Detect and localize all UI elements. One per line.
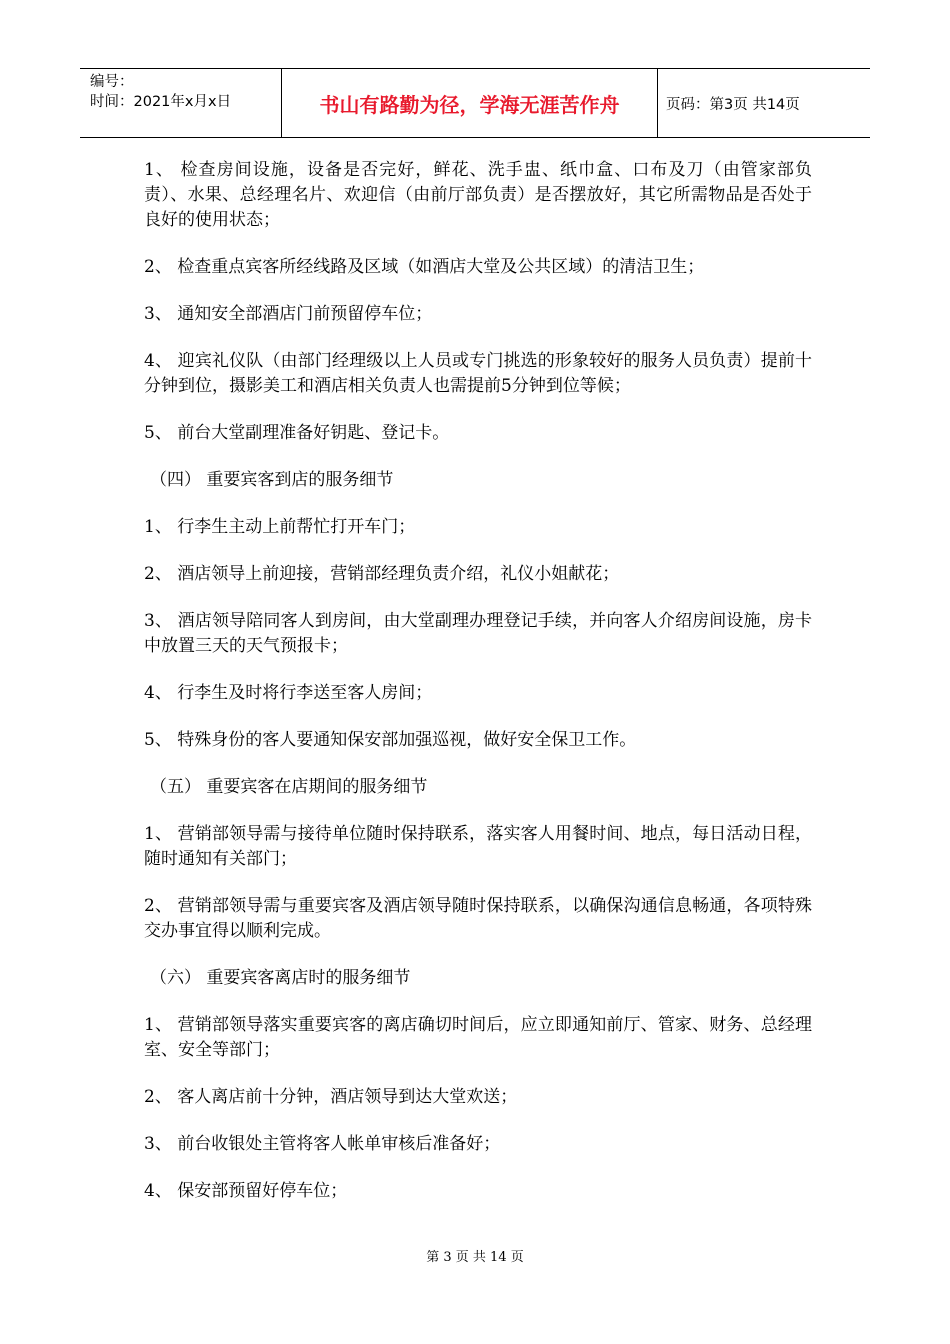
paragraph: 2、 客人离店前十分钟，酒店领导到达大堂欢送； [144,1087,518,1107]
section-heading: （四） 重要宾客到店的服务细节 [150,470,394,490]
header-page-cell [658,69,870,137]
paragraph: 5、 特殊身份的客人要通知保安部加强巡视，做好安全保卫工作。 [144,730,637,750]
header-slogan-cell [282,69,658,137]
paragraph: 1、 营销部领导落实重要宾客的离店确切时间后，应立即通知前厅、管家、财务、总经理室、安全等部门； [144,1015,812,1060]
page-header [80,68,870,138]
paragraph: 4、 保安部预留好停车位； [144,1181,348,1201]
section-heading: （六） 重要宾客离店时的服务细节 [150,968,411,988]
paragraph: 2、 营销部领导需与重要宾客及酒店领导随时保持联系，以确保沟通信息畅通，各项特殊交办事宜得以顺利完成。 [144,896,812,941]
header-slogan: 书山有路勤为径，学海无涯苦作舟 [319,92,620,117]
paragraph: 3、 酒店领导陪同客人到房间，由大堂副理办理登记手续，并向客人介绍房间设施，房卡中放置三天的天气预报卡； [144,611,812,656]
paragraph: 1、 营销部领导需与接待单位随时保持联系，落实客人用餐时间、地点，每日活动日程，随时通知有关部门； [144,824,812,869]
number-label: 编号： [90,74,134,90]
document-body [144,158,812,1226]
paragraph: 1、 行李生主动上前帮忙打开车门； [144,517,416,537]
header-page-info: 页码：第3页 共14页 [666,96,800,113]
paragraph: 3、 前台收银处主管将客人帐单审核后准备好； [144,1134,501,1154]
paragraph: 4、 行李生及时将行李送至客人房间； [144,683,433,703]
paragraph: 2、 酒店领导上前迎接，营销部经理负责介绍，礼仪小姐献花； [144,564,620,584]
paragraph: 4、 迎宾礼仪队（由部门经理级以上人员或专门挑选的形象较好的服务人员负责）提前十分钟到位，摄影美工和酒店相关负责人也需提前5分钟到位等候； [144,351,812,396]
header-left-cell [80,69,282,137]
section-heading: （五） 重要宾客在店期间的服务细节 [150,777,428,797]
page-footer: 第 3 页 共 14 页 [426,1250,524,1265]
time-label: 时间：2021年x月x日 [90,94,232,110]
paragraph: 1、 检查房间设施，设备是否完好，鲜花、洗手盅、纸巾盒、口布及刀（由管家部负责）、水果、总经理名片、欢迎信（由前厅部负责）是否摆放好，其它所需物品是否处于良好的使用状态； [144,160,812,230]
paragraph: 2、 检查重点宾客所经线路及区域（如酒店大堂及公共区域）的清洁卫生； [144,257,705,277]
paragraph: 5、 前台大堂副理准备好钥匙、登记卡。 [144,423,450,443]
paragraph: 3、 通知安全部酒店门前预留停车位； [144,304,433,324]
